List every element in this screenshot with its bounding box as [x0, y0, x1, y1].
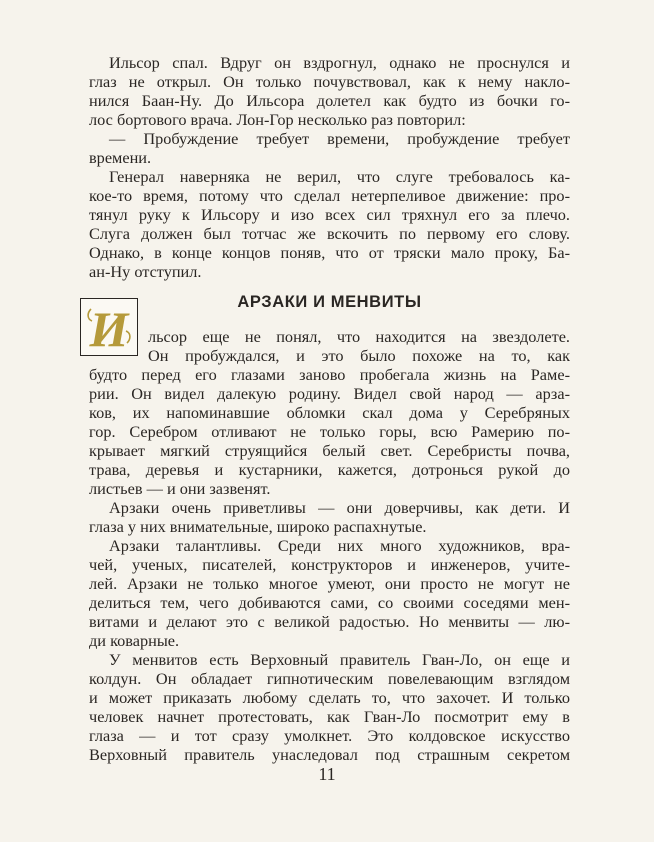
drop-cap-letter-icon	[81, 299, 137, 355]
text-line: делиться тем, чего добиваются сами, со своими соседями мен-	[89, 594, 570, 612]
text-line: Ильсор спал. Вдруг он вздрогнул, однако не проснулся и	[109, 54, 570, 72]
text-line: тянул руку к Ильсору и изо всех сил тряхнул его за плечо.	[89, 206, 570, 224]
text-line: льсор еще не понял, что находится на звездолете.	[148, 328, 570, 346]
text-line: — Пробуждение требует времени, пробуждение требует	[109, 130, 570, 148]
chapter-heading: АРЗАКИ И МЕНВИТЫ	[237, 293, 422, 311]
text-line: Он пробуждался, и это было похоже на то, как	[148, 347, 570, 365]
drop-cap	[80, 298, 138, 356]
text-line: Арзаки очень приветливы — они доверчивы, как дети. И	[109, 499, 570, 517]
text-line: Однако, в конце концов поняв, что от тряски мало проку, Ба-	[89, 244, 570, 262]
text-line: лей. Арзаки не только многое умеют, они просто не могут не	[89, 575, 570, 593]
text-line: глаза у них внимательные, широко распахнутые.	[89, 518, 427, 536]
text-line: У менвитов есть Верховный правитель Гван-Ло, он еще и	[109, 651, 570, 669]
text-line: рии. Он видел далекую родину. Видел свой народ — арза-	[89, 385, 570, 403]
text-line: колдун. Он обладает гипнотическим повелевающим взглядом	[89, 670, 570, 688]
text-line: крывает мягкий струящийся белый свет. Серебристы почва,	[89, 442, 570, 460]
text-line: и может приказать любому сделать то, что захочет. И только	[89, 689, 570, 707]
text-line: трава, деревья и кустарники, кажется, дотронься рукой до	[89, 461, 570, 479]
text-line: чей, ученых, писателей, конструкторов и инженеров, учите-	[89, 556, 570, 574]
text-line: ан-Ну отступил.	[89, 263, 202, 281]
text-line: листьев — и они зазвенят.	[89, 480, 271, 498]
text-line: Арзаки талантливы. Среди них много художников, вра-	[109, 537, 570, 555]
text-line: человек начнет протестовать, как Гван-Ло посмотрит ему в	[89, 708, 570, 726]
text-line: Слуга должен был тотчас же вскочить по первому его слову.	[89, 225, 570, 243]
text-line: времени.	[89, 149, 152, 167]
text-line: будто перед его глазами заново пробегала жизнь на Раме-	[89, 366, 570, 384]
text-line: глаза — и тот сразу умолкнет. Это колдовское искусство	[89, 727, 570, 745]
text-line: ков, их напоминавшие обломки скал дома у Серебряных	[89, 404, 570, 422]
text-line: кое-то время, потому что сделал нетерпеливое движение: про-	[89, 187, 570, 205]
text-line: Генерал наверняка не верил, что слуге требовалось ка-	[109, 168, 570, 186]
text-line: лос бортового врача. Лон-Гор несколько раз повторил:	[89, 111, 466, 129]
text-line: ди коварные.	[89, 632, 180, 650]
drop-cap-glyph: И	[89, 301, 129, 355]
text-line: гор. Серебром отливают не только горы, всю Рамерию по-	[89, 423, 570, 441]
text-line: нился Баан-Ну. До Ильсора долетел как будто из бочки го-	[89, 92, 570, 110]
text-line: витами и делают это с великой радостью. Но менвиты — лю-	[89, 613, 570, 631]
text-line: Верховный правитель унаследовал под страшным секретом	[89, 746, 570, 764]
text-line: глаз не открыл. Он только почувствовал, как к нему накло-	[89, 73, 570, 91]
page-number: 11	[318, 764, 336, 784]
